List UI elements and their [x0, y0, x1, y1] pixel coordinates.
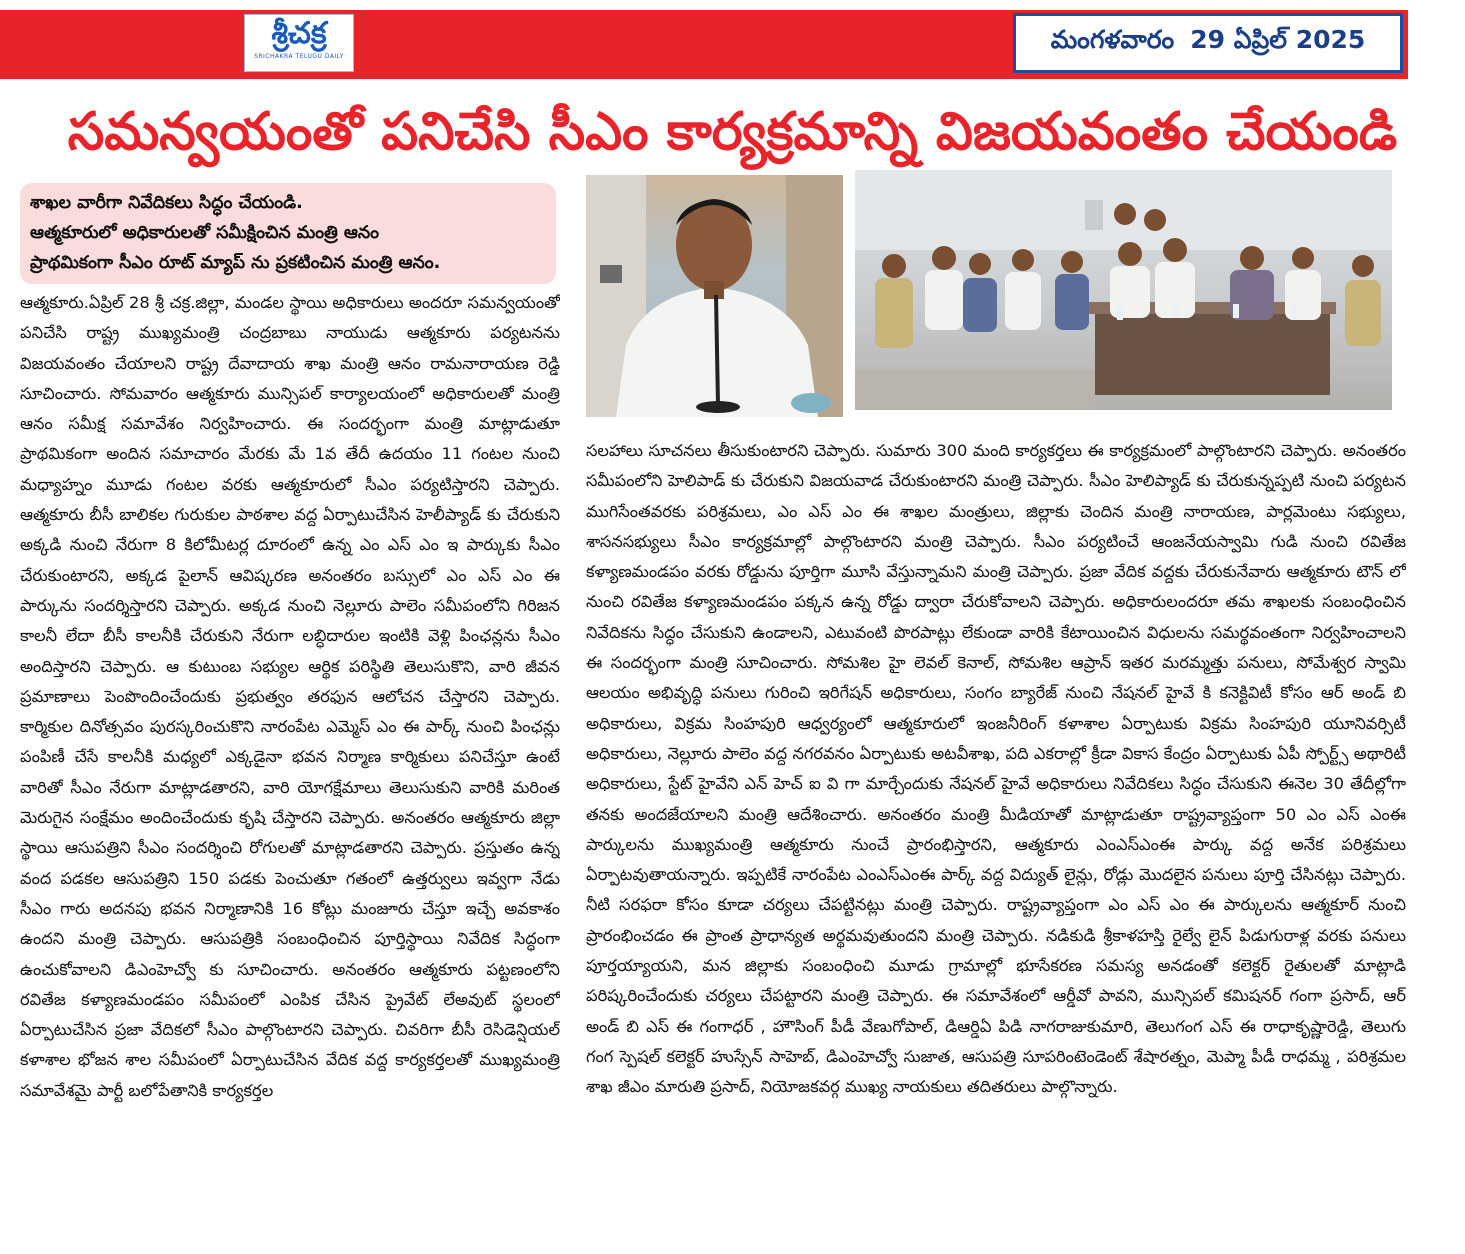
issue-date: 29 ఏప్రిల్ 2025 [1190, 25, 1366, 54]
highlight-line: శాఖల వారీగా నివేదికలు సిద్ధం చేయండి. [30, 193, 303, 213]
masthead-rule [0, 76, 1408, 79]
issue-weekday: మంగళవారం [1050, 25, 1175, 54]
logo-subtitle: SRICHAKRA TELUGU DAILY [254, 53, 344, 60]
portrait-illustration [586, 175, 843, 417]
minister-portrait-photo [586, 175, 843, 417]
article-body-column-1: ఆత్మకూరు.ఏప్రిల్ 28 శ్రీ చక్ర.జిల్లా, మండల స్థాయి అధికారులు అందరూ సమన్వయంతో పనిచేసి రాష్ట్ర ముఖ్యమంత్రి చంద్రబాబు నాయుడు ఆత్మకూరు పర్యటనను విజయవంతం చేయాలని రాష్ట్ర దేవాదాయ శాఖ మంత్రి ఆనం రామనారాయణ రెడ్డి సూచించారు. సోమవారం ఆత్మకూరు మున్సిపల్ కార్యాలయంలో అధికారులతో మంత్రి ఆనం సమీక్ష సమావేశం నిర్వహించారు. ఈ సందర్భంగా మంత్రి మాట్లాడుతూ ప్రాథమికంగా అందిన సమాచారం మేరకు మే 1వ తేదీ ఉదయం 11 గంటల నుంచి మధ్యాహ్నం మూడు గంటల వరకు ఆత్మకూరులో సీఎం పర్యటిస్తారని చెప్పారు. ఆత్మకూరు బీసీ బాలికల గురుకుల పాఠశాల వద్ద ఏర్పాటుచేసిన హెలీప్యాడ్ కు చేరుకుని అక్కడి నుంచి నేరుగా 8 కిలోమీటర్ల దూరంలో ఉన్న ఎం ఎస్ ఎం ఇ పార్కుకు సీఎం చేరుకుంటారని, అక్కడ పైలాన్ ఆవిష్కరణ అనంతరం బస్సులో ఎం ఎస్ ఎం ఈ పార్కును సందర్శిస్తారని చెప్పారు. అక్కడ నుంచి నెల్లూరు పాలెం సమీపంలోని గిరిజన కాలనీ లేదా బీసీ కాలనీకి చేరుకుని నేరుగా లబ్ధిదారుల ఇంటికి వెళ్లి పింఛన్లను సీఎం అందిస్తారని చెప్పారు. ఆ కుటుంబ సభ్యుల ఆర్థిక పరిస్థితి తెలుసుకొని, వారి జీవన ప్రమాణాలు పెంపొందించేందుకు ప్రభుత్వం తరఫున ఆలోచన చేస్తారని చెప్పారు. కార్మికుల దినోత్సవం పురస్కరించుకొని నారంపేట ఎమ్మెస్ ఎం ఈ పార్క్ నుంచి పింఛన్లు పంపిణీ చేసే కాలనీకి మధ్యలో ఎక్కడైనా భవన నిర్మాణ కార్మికులు పనిచేస్తూ ఉంటే వారితో సీఎం నేరుగా మాట్లాడతారని, వారి యోగక్షేమాలు తెలుసుకుని వారికి మరింత మెరుగైన సంక్షేమం అందించేందుకు కృషి చేస్తారని చెప్పారు. అనంతరం ఆత్మకూరు జిల్లా స్థాయి ఆసుపత్రిని సీఎం సందర్శించి రోగులతో మాట్లాడతారని చెప్పారు. ప్రస్తుతం ఉన్న వంద పడకల ఆసుపత్రిని 150 పడకు పెంచుతూ గతంలో ఉత్తర్వులు ఇవ్వగా నేడు సీఎం గారు అదనపు భవన నిర్మాణానికి 16 కోట్లు మంజూరు చేస్తూ ఇచ్చే అవకాశం ఉందని మంత్రి చెప్పారు. ఆసుపత్రికి సంబంధించిన పూర్తిస్థాయి నివేదిక సిద్ధంగా ఉంచుకోవాలని డిఎంహెచ్వో కు సూచించారు. అనంతరం ఆత్మకూరు పట్టణంలోని రవితేజ కళ్యాణమండపం సమీపంలో ఎంపిక చేసిన ప్రైవేట్ లేఅవుట్ స్థలంలో ఏర్పాటుచేసిన ప్రజా వేదికలో సీఎం పాల్గొంటారని చెప్పారు. చివరిగా బీసీ రెసిడెన్షియల్ కళాశాల భోజన శాల సమీపంలో ఏర్పాటుచేసిన వేదిక వద్ద కార్యకర్తలతో ముఖ్యమంత్రి సమావేశమై పార్టీ బలోపేతానికి కార్యకర్తల [20, 293, 560, 1100]
article-body-column-2: సలహాలు సూచనలు తీసుకుంటారని చెప్పారు. సుమారు 300 మంది కార్యకర్తలు ఈ కార్యక్రమంలో పాల్గొంటారని చెప్పారు. అనంతరం సమీపంలోని హెలిపాడ్ కు చేరుకుని విజయవాడ చేరుకుంటారని మంత్రి చెప్పారు. సీఎం హెలిప్యాడ్ కు చేరుకున్నప్పటి నుంచి పర్యటన ముగిసేంతవరకు పరిశ్రమలు, ఎం ఎస్ ఎం ఈ శాఖల మంత్రులు, జిల్లాకు చెందిన మంత్రి నారాయణ, పార్లమెంటు సభ్యులు, శాసనసభ్యులు సీఎం కార్యక్రమాల్లో పాల్గొంటారని మంత్రి చెప్పారు. సీఎం పర్యటించే ఆంజనేయస్వామి గుడి నుంచి రవితేజ కళ్యాణమండపం వరకు రోడ్డును పూర్తిగా మూసి వేస్తున్నామని మంత్రి చెప్పారు. ప్రజా వేదిక వద్దకు చేరుకునేవారు ఆత్మకూరు టౌన్ లో నుంచి రవితేజ కళ్యాణమండపం పక్కన ఉన్న రోడ్డు ద్వారా చేరుకోవాలని చెప్పారు. అధికారులందరూ తమ శాఖలకు సంబంధించిన నివేదికను సిద్ధం చేసుకుని ఉండాలని, ఎటువంటి పొరపాట్లు లేకుండా వారికి కేటాయించిన విధులను సమర్థవంతంగా నిర్వహించాలని ఈ సందర్భంగా మంత్రి సూచించారు. సోమశిల హై లెవల్ కెనాల్, సోమశిల ఆప్రాన్ ఇతర మరమ్మత్తు పనులు, సోమేశ్వర స్వామి ఆలయం అభివృద్ధి పనులు గురించి ఇరిగేషన్ అధికారులు, సంగం బ్యారేజ్ నుంచి నేషనల్ హైవే కి కనెక్టివిటీ కోసం ఆర్ అండ్ బి అధికారులు, విక్రమ సింహపురి ఆధ్వర్యంలో ఆత్మకూరులో ఇంజనీరింగ్ కళాశాల ఏర్పాటుకు విక్రమ సింహపురి యూనివర్సిటీ అధికారులు, నెల్లూరు పాలెం వద్ద నగరవనం ఏర్పాటుకు అటవీశాఖ, పది ఎకరాల్లో క్రీడా వికాస కేంద్రం ఏర్పాటుకు ఏపీ స్పోర్ట్స్ అథారిటీ అధికారులు, స్టేట్ హైవేని ఎన్ హెచ్ ఐ వి గా మార్చేందుకు నేషనల్ హైవే అధికారులు నివేదికలు సిద్ధం చేసుకుని ఈనెల 30 తేదీల్లోగా తనకు అందజేయాలని మంత్రి ఆదేశించారు. అనంతరం మంత్రి మీడియాతో మాట్లాడుతూ రాష్ట్రవ్యాప్తంగా 50 ఎం ఎస్ ఎంఈ పార్కులను ముఖ్యమంత్రి ఆత్మకూరు నుంచే ప్రారంభిస్తారని, ఆత్మకూరు ఎంఎస్ఎంఈ పార్కు వద్ద అనేక పరిశ్రమలు ఏర్పాటవుతాయన్నారు. ఇప్పటికే నారంపేట ఎంఎస్ఎంఈ పార్క్ వద్ద విద్యుత్ లైన్లు, రోడ్లు మొదలైన పనులు పూర్తి చేసినట్లు చెప్పారు. నీటి సరఫరా కోసం కూడా చర్యలు చేపట్టినట్లు మంత్రి చెప్పారు. రాష్ట్రవ్యాప్తంగా ఎం ఎస్ ఎం ఈ పార్కులను ఆత్మకూర్ నుంచి ప్రారంభించడం ఈ ప్రాంత ప్రాధాన్యత అర్థమవుతుందని మంత్రి చెప్పారు. నడికుడి శ్రీకాళహస్తి రైల్వే లైన్ పిడుగురాళ్ల వరకు పనులు పూర్తయ్యాయని, మన జిల్లాకు సంబంధించి మూడు గ్రామాల్లో భూసేకరణ సమస్య అనడంతో కలెక్టర్ రైతులతో మాట్లాడి పరిష్కరించేందుకు చర్యలు చేపట్టారని మంత్రి చెప్పారు. ఈ సమావేశంలో ఆర్డీవో పావని, మున్సిపల్ కమిషనర్ గంగా ప్రసాద్, ఆర్ అండ్ బి ఎస్ ఈ గంగాధర్ , హౌసింగ్ పీడీ వేణుగోపాల్, డిఆర్డిఏ పిడి నాగరాజుకుమారి, తెలుగంగ ఎస్ ఈ రాధాకృష్ణారెడ్డి, తెలుగు గంగ స్పెషల్ కలెక్టర్ హుస్సేన్ సాహెబ్, డిఎంహెచ్వో సుజాత, ఆసుపత్రి సూపరింటెండెంట్ శేషారత్నం, మెప్మా పీడీ రాధమ్మ , పరిశ్రమల శాఖ జీఎం మారుతి ప్రసాద్, నియోజకవర్గ ముఖ్య నాయకులు తదితరులు పాల్గొన్నారు. [586, 441, 1406, 1097]
logo-text: శ్రీచక్ర [271, 16, 327, 51]
issue-date-box [1013, 13, 1403, 73]
meeting-illustration [855, 170, 1392, 410]
review-meeting-photo [855, 170, 1392, 410]
article-headline: సమన్వయంతో పనిచేసి సీఎం కార్యక్రమాన్ని విజయవంతం చేయండి [67, 102, 1398, 162]
newspaper-logo [244, 14, 354, 72]
highlight-line: ఆత్మకూరులో అధికారులతో సమీక్షించిన మంత్రి ఆనం [30, 223, 380, 243]
highlights-box [20, 183, 556, 284]
highlight-line: ప్రాథమికంగా సీఎం రూట్ మ్యాప్ ను ప్రకటించిన మంత్రి ఆనం. [30, 253, 441, 273]
